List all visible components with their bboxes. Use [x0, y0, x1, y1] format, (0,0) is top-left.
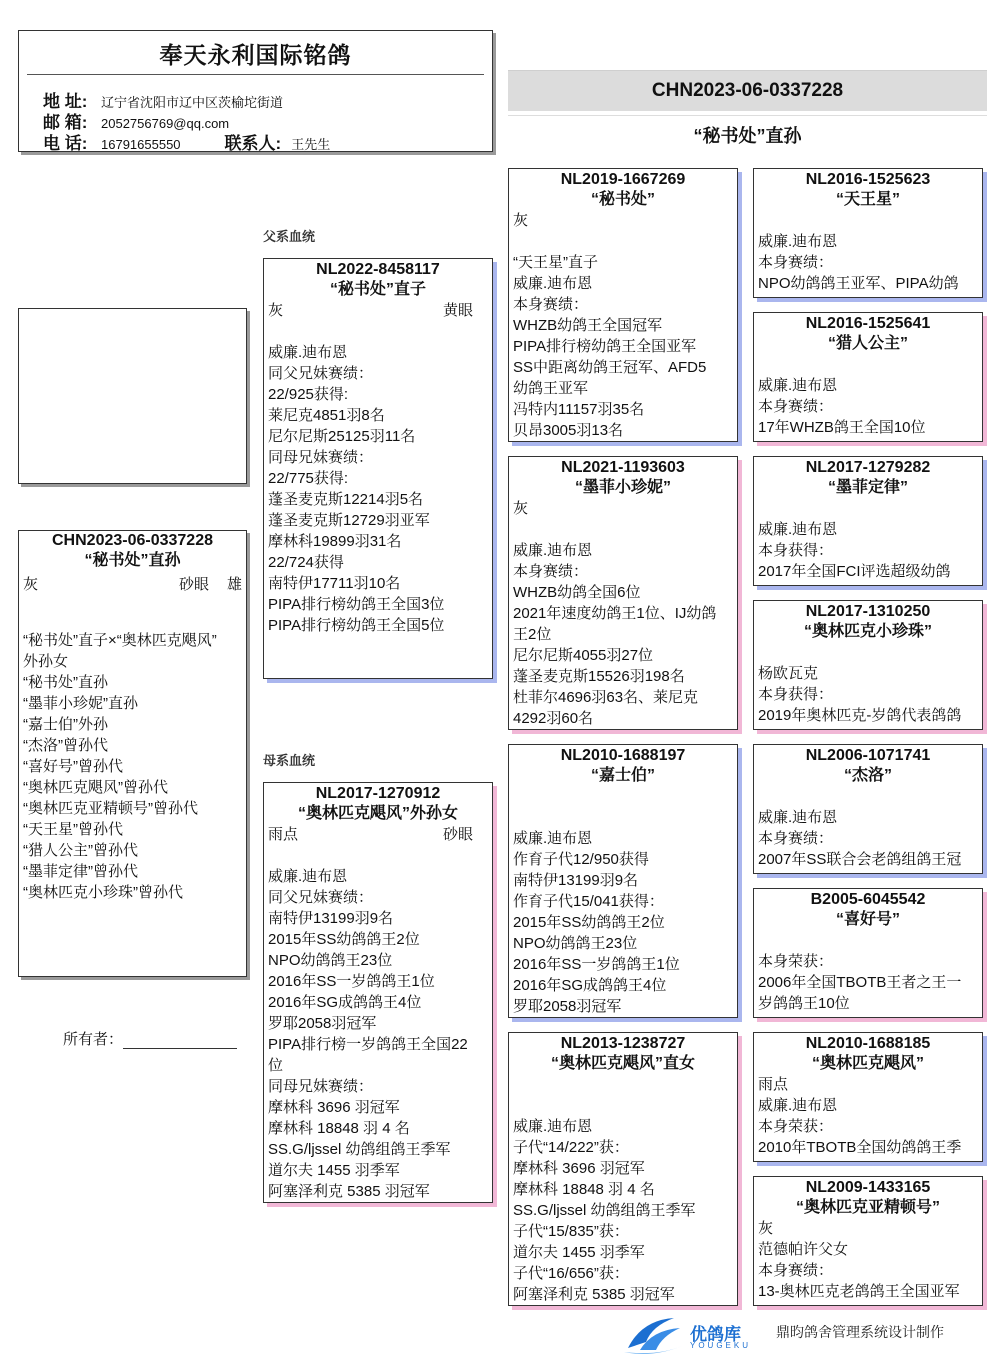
- text-line: 岁鸽鸽王10位: [758, 995, 850, 1012]
- text-line: 本身赛绩：: [513, 563, 589, 580]
- text-line: 2010年TBOTB全国幼鸽鸽王季: [758, 1139, 962, 1156]
- text-line: 2017年全国FCI评选超级幼鸽: [758, 563, 951, 580]
- text-line: 摩林科 3696 羽冠军: [513, 1160, 645, 1177]
- sire-eye: 黄眼: [442, 302, 473, 319]
- text-line: “猎人公主”曾孙代: [23, 842, 138, 859]
- sd-lines: [509, 519, 737, 729]
- ddd-ring: NL2009-1433165: [805, 1179, 931, 1196]
- text-line: “杰洛”曾孙代: [23, 737, 108, 754]
- text-line: 子代“15/835”获：: [513, 1223, 629, 1240]
- sd-color: 灰: [513, 500, 529, 517]
- text-line: “奥林匹克亚精顿号”曾孙代: [23, 800, 198, 817]
- ds-ring: NL2010-1688197: [560, 747, 686, 764]
- text-line: 本身赛绩：: [758, 830, 834, 847]
- dd-name: “奥林匹克飓风”直女: [550, 1055, 695, 1072]
- text-line: 摩林科 3696 羽冠军: [268, 1099, 400, 1116]
- sss-lines: [754, 210, 982, 294]
- sire-name: “秘书处”直子: [329, 281, 426, 298]
- dds-ring: NL2010-1688185: [805, 1035, 931, 1052]
- text-line: “奥林匹克飓风”曾孙代: [23, 779, 168, 796]
- text-line: 2016年SS一岁鸽鸽王1位: [513, 956, 680, 973]
- text-line: PIPA排行榜一岁鸽鸽王全国22: [268, 1036, 468, 1053]
- dss-box[interactable]: [753, 744, 983, 874]
- text-line: [513, 231, 733, 252]
- card-eye: 砂眼: [178, 576, 209, 593]
- ds-lines: [509, 786, 737, 1017]
- bird-photo-frame[interactable]: [18, 308, 247, 484]
- subject-name: “秘书处”直孙: [693, 126, 802, 146]
- header-divider: [27, 74, 484, 75]
- text-line: 22/775获得:: [268, 470, 349, 487]
- ddd-box[interactable]: [753, 1176, 983, 1306]
- ds-name: “嘉士伯”: [590, 767, 655, 784]
- text-line: [758, 786, 978, 807]
- ddd-name: “奥林匹克亚精顿号”: [795, 1199, 940, 1216]
- text-line: 2007年SS联合会老鸽组鸽王冠: [758, 851, 962, 868]
- card-ring: CHN2023-06-0337228: [52, 532, 213, 549]
- footer-credit: 鼎昀鸽舍管理系统设计制作: [776, 1324, 944, 1340]
- text-line: “天王星”曾孙代: [23, 821, 123, 838]
- text-line: 摩林科 18848 羽 4 名: [513, 1181, 655, 1198]
- text-line: 灰: [758, 1220, 774, 1237]
- footer-brand: 优鸽库: [690, 1325, 741, 1344]
- text-line: 威廉.迪布恩: [758, 1097, 838, 1114]
- text-line: 威廉.迪布恩: [513, 542, 593, 559]
- text-line: 摩林科 18848 羽 4 名: [268, 1120, 410, 1137]
- subject-divider: [508, 115, 987, 116]
- phone-value: 16791655550: [101, 137, 181, 152]
- text-line: “秘书处”直孙: [23, 674, 108, 691]
- footer-brand-sub: YOUGEKU: [690, 1341, 752, 1350]
- sire-line-label: 父系血统: [263, 229, 316, 244]
- dd-box[interactable]: [508, 1032, 738, 1306]
- text-line: “喜好号”曾孙代: [23, 758, 123, 775]
- text-line: 阿塞泽利克 5385 羽冠军: [268, 1183, 430, 1200]
- text-line: 22/925获得:: [268, 386, 349, 403]
- text-line: 2016年SS一岁鸽鸽王1位: [268, 973, 435, 990]
- text-line: 雨点: [758, 1076, 789, 1093]
- text-line: 莱尼克4851羽8名: [268, 407, 385, 424]
- yougeku-logo-icon: [622, 1312, 686, 1361]
- text-line: PIPA排行榜幼鸽王全国5位: [268, 617, 445, 634]
- text-line: 17年WHZB鸽王全国10位: [758, 419, 926, 436]
- sds-box[interactable]: [753, 456, 983, 586]
- text-line: 本身获得：: [758, 542, 834, 559]
- dsd-box[interactable]: [753, 888, 983, 1018]
- text-line: [513, 786, 733, 807]
- card-name: “秘书处”直孙: [84, 552, 181, 569]
- text-line: “天王星”直子: [513, 254, 598, 271]
- sdd-ring: NL2017-1310250: [805, 603, 931, 620]
- text-line: 本身荣获：: [758, 953, 834, 970]
- dsd-name: “喜好号”: [835, 911, 900, 928]
- text-line: 子代“14/222”获：: [513, 1139, 629, 1156]
- ss-meta: [509, 210, 737, 231]
- text-line: [758, 498, 978, 519]
- text-line: 威廉.迪布恩: [268, 868, 348, 885]
- text-line: 范德帕许父女: [758, 1241, 849, 1258]
- subject-ring-band: CHN2023-06-0337228: [508, 70, 987, 111]
- owner-field: [63, 1028, 237, 1049]
- sire-box[interactable]: [263, 258, 493, 679]
- sd-name: “墨菲小珍妮”: [574, 479, 671, 496]
- dsd-ring: B2005-6045542: [810, 891, 926, 908]
- dam-lines: [264, 845, 492, 1202]
- text-line: SS.G/ljssel 幼鸽组鸽王季军: [268, 1141, 451, 1158]
- text-line: 罗耶2058羽冠军: [513, 998, 622, 1015]
- text-line: [268, 321, 488, 342]
- text-line: 2019年奥林匹克-岁鸽代表鸽鸽: [758, 707, 962, 724]
- text-line: 本身获得：: [758, 686, 834, 703]
- email-value: 2052756769@qq.com: [101, 116, 230, 131]
- sds-name: “墨菲定律”: [827, 479, 908, 496]
- text-line: 威廉.迪布恩: [758, 377, 838, 394]
- text-line: 外孙女: [23, 653, 69, 670]
- text-line: WHZB幼鸽王全国冠军: [513, 317, 663, 334]
- text-line: PIPA排行榜幼鸽王全国3位: [268, 596, 445, 613]
- sd-ring: NL2021-1193603: [561, 459, 685, 476]
- text-line: 道尔夫 1455 羽季军: [513, 1244, 645, 1261]
- ss-name: “秘书处”: [590, 191, 655, 208]
- loft-name: 奉天永利国际铭鸽: [159, 42, 352, 68]
- text-line: “墨菲定律”曾孙代: [23, 863, 138, 880]
- text-line: 2015年SS幼鸽鸽王2位: [268, 931, 420, 948]
- sire-lines: [264, 321, 492, 636]
- sdd-box[interactable]: [753, 600, 983, 730]
- dss-name: “杰洛”: [843, 767, 892, 784]
- dd-lines: [509, 1074, 737, 1305]
- text-line: [513, 807, 733, 828]
- dam-line-label: 母系血统: [263, 753, 316, 768]
- text-line: [513, 1095, 733, 1116]
- dds-name: “奥林匹克飓风”: [811, 1055, 924, 1072]
- text-line: “奥林匹克小珍珠”曾孙代: [23, 884, 183, 901]
- text-line: 幼鸽王亚军: [513, 380, 589, 397]
- text-line: [758, 642, 978, 663]
- ss-color: 灰: [513, 212, 529, 229]
- text-line: 同父兄妹赛绩：: [268, 889, 374, 906]
- dam-color: 雨点: [268, 826, 299, 843]
- ssd-name: “猎人公主”: [827, 335, 908, 352]
- text-line: SS中距离幼鸽王冠军、AFD5: [513, 359, 707, 376]
- ss-lines: [509, 231, 737, 441]
- address-value: 辽宁省沈阳市辽中区茨榆坨街道: [101, 95, 284, 110]
- text-line: 尼尔尼斯4055羽27位: [513, 647, 654, 664]
- text-line: “嘉士伯”外孙: [23, 716, 108, 733]
- text-line: 2016年SG成鸽鸽王4位: [268, 994, 422, 1011]
- text-line: PIPA排行榜幼鸽王全国亚军: [513, 338, 697, 355]
- sds-ring: NL2017-1279282: [805, 459, 931, 476]
- text-line: SS.G/ljssel 幼鸽组鸽王季军: [513, 1202, 696, 1219]
- card-sex: 雄: [226, 576, 242, 593]
- text-line: 22/724获得: [268, 554, 344, 571]
- contact-value: 王先生: [291, 137, 331, 152]
- loft-header-card: [18, 30, 493, 152]
- ds-box[interactable]: [508, 744, 738, 1018]
- sd-meta: [509, 498, 737, 519]
- email-label: 邮 箱:: [43, 113, 88, 132]
- dam-name: “奥林匹克飓风”外孙女: [297, 805, 458, 822]
- text-line: 杨欧瓦克: [758, 665, 819, 682]
- text-line: 威廉.迪布恩: [513, 830, 593, 847]
- text-line: 本身赛绩：: [513, 296, 589, 313]
- text-line: 2021年速度幼鸽王1位、IJ幼鸽: [513, 605, 717, 622]
- subject-card: [18, 530, 247, 977]
- text-line: 本身赛绩：: [758, 398, 834, 415]
- text-line: 威廉.迪布恩: [513, 1118, 593, 1135]
- ssd-box[interactable]: [753, 312, 983, 442]
- owner-signature-line[interactable]: [123, 1032, 237, 1049]
- ddd-lines: [754, 1218, 982, 1302]
- dam-eye: 砂眼: [442, 826, 473, 843]
- ssd-ring: NL2016-1525641: [805, 315, 931, 332]
- dsd-lines: [754, 930, 982, 1014]
- address-label: 地 址:: [43, 92, 88, 111]
- text-line: 威廉.迪布恩: [513, 275, 593, 292]
- text-line: [758, 210, 978, 231]
- text-line: 王2位: [513, 626, 552, 643]
- text-line: 13-奥林匹克老鸽鸽王全国亚军: [758, 1283, 960, 1300]
- text-line: “秘书处”直子×“奥林匹克飓风”: [23, 632, 217, 649]
- sd-box[interactable]: [508, 456, 738, 730]
- ssd-lines: [754, 354, 982, 438]
- text-line: 同母兄妹赛绩：: [268, 1078, 374, 1095]
- text-line: [513, 519, 733, 540]
- sdd-name: “奥林匹克小珍珠”: [803, 623, 932, 640]
- sire-meta: [264, 300, 492, 321]
- dd-ring: NL2013-1238727: [560, 1035, 686, 1052]
- text-line: 尼尔尼斯25125羽11名: [268, 428, 416, 445]
- dss-ring: NL2006-1071741: [805, 747, 931, 764]
- dss-lines: [754, 786, 982, 870]
- dds-box[interactable]: [753, 1032, 983, 1162]
- text-line: [758, 930, 978, 951]
- sds-lines: [754, 498, 982, 582]
- text-line: 威廉.迪布恩: [758, 233, 838, 250]
- owner-label: 所有者：: [63, 1031, 124, 1048]
- sss-box[interactable]: [753, 168, 983, 298]
- phone-row: [43, 129, 330, 152]
- card-lines: [19, 630, 246, 903]
- sss-name: “天王星”: [835, 191, 900, 208]
- text-line: 作育子代15/041获得：: [513, 893, 664, 910]
- text-line: 2006年全国TBOTB王者之王一: [758, 974, 962, 991]
- text-line: 威廉.迪布恩: [268, 344, 348, 361]
- text-line: 同母兄妹赛绩：: [268, 449, 374, 466]
- text-line: 南特伊13199羽9名: [513, 872, 639, 889]
- text-line: 南特伊13199羽9名: [268, 910, 394, 927]
- dam-ring: NL2017-1270912: [315, 785, 441, 802]
- text-line: 杜菲尔4696羽63名、莱尼克: [513, 689, 699, 706]
- text-line: 作育子代12/950获得: [513, 851, 649, 868]
- text-line: 本身荣获：: [758, 1118, 834, 1135]
- text-line: 贝昂3005羽13名: [513, 422, 624, 439]
- text-line: 位: [268, 1057, 284, 1074]
- text-line: 蓬圣麦克斯15526羽198名: [513, 668, 685, 685]
- ss-box[interactable]: [508, 168, 738, 442]
- sss-ring: NL2016-1525623: [805, 171, 931, 188]
- ss-ring: NL2019-1667269: [560, 171, 686, 188]
- phone-label: 电 话:: [43, 134, 88, 152]
- text-line: 道尔夫 1455 羽季军: [268, 1162, 400, 1179]
- text-line: 本身赛绩：: [758, 254, 834, 271]
- dam-box[interactable]: [263, 782, 493, 1203]
- text-line: 子代“16/656”获：: [513, 1265, 629, 1282]
- text-line: [758, 354, 978, 375]
- text-line: NPO幼鸽鸽王亚军、PIPA幼鸽: [758, 275, 959, 292]
- text-line: NPO幼鸽鸽王23位: [268, 952, 393, 969]
- text-line: WHZB幼鸽全国6位: [513, 584, 641, 601]
- text-line: 威廉.迪布恩: [758, 809, 838, 826]
- text-line: 阿塞泽利克 5385 羽冠军: [513, 1286, 675, 1303]
- text-line: 蓬圣麦克斯12729羽亚军: [268, 512, 430, 529]
- text-line: 蓬圣麦克斯12214羽5名: [268, 491, 424, 508]
- text-line: 威廉.迪布恩: [758, 521, 838, 538]
- text-line: 冯特内11157羽35名: [513, 401, 645, 418]
- text-line: [268, 845, 488, 866]
- sire-ring: NL2022-8458117: [316, 261, 440, 278]
- dds-lines: [754, 1074, 982, 1158]
- dam-meta: [264, 824, 492, 845]
- text-line: 南特伊17711羽10名: [268, 575, 401, 592]
- card-meta: [19, 571, 246, 594]
- text-line: 4292羽60名: [513, 710, 594, 727]
- contact-label: 联系人:: [224, 134, 282, 152]
- text-line: 罗耶2058羽冠军: [268, 1015, 377, 1032]
- text-line: 本身赛绩：: [758, 1262, 834, 1279]
- sdd-lines: [754, 642, 982, 726]
- sire-color: 灰: [268, 302, 284, 319]
- text-line: NPO幼鸽鸽王23位: [513, 935, 638, 952]
- text-line: 摩林科19899羽31名: [268, 533, 402, 550]
- text-line: 同父兄妹赛绩：: [268, 365, 374, 382]
- text-line: 2015年SS幼鸽鸽王2位: [513, 914, 665, 931]
- card-color: 灰: [23, 576, 39, 593]
- text-line: [513, 1074, 733, 1095]
- text-line: “墨菲小珍妮”直孙: [23, 695, 138, 712]
- text-line: 2016年SG成鸽鸽王4位: [513, 977, 667, 994]
